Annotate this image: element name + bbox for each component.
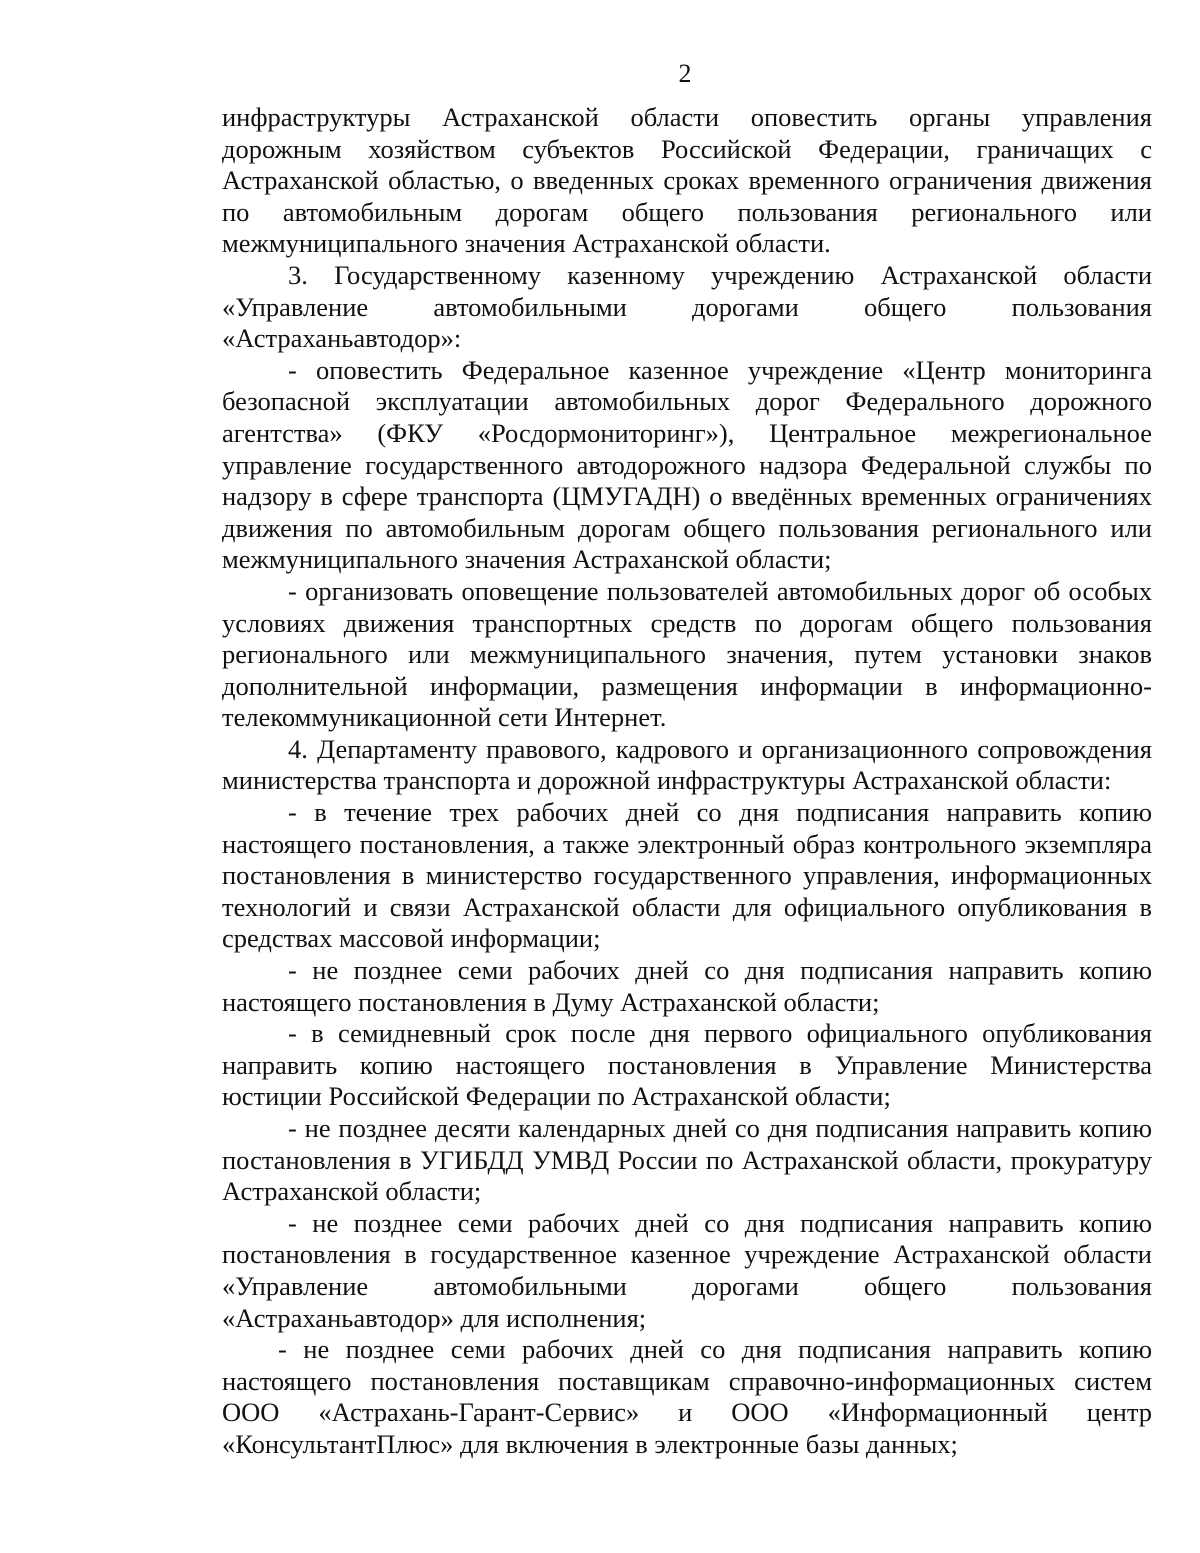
paragraph-ugibdd: - не позднее десяти календарных дней со дня подписания направить копию постановления в УГИБДД УМВД России по Астраханской области, прокуратуру Астраханской области; — [222, 1113, 1152, 1207]
paragraph-ministry-justice: - в семидневный срок после дня первого официального опубликования направить копию настоящего постановления в Управление Министерства юстиции Российской Федерации по Астраханской области; — [222, 1018, 1152, 1112]
paragraph-notify-federal: - оповестить Федеральное казенное учреждение «Центр мониторинга безопасной эксплуатации автомобильных дорог Федерального дорожного агентства» (ФКУ «Росдормониторинг»), Центральное межрегиональное управление государственного автодорожного надзора Федеральной службы по надзору в сфере транспорта (ЦМУГАДН) о введённых временных ограничениях движения по автомобильным дорогам общего пользования регионального или межмуниципального значения Астраханской области; — [222, 354, 1152, 575]
paragraph-astrakhanavtodor: - не позднее семи рабочих дней со дня подписания направить копию постановления в государственное казенное учреждение Астраханской области «Управление автомобильными дорогами общего пользования «Астраханьавтодор» для исполнения; — [222, 1207, 1152, 1333]
page-number: 2 — [678, 59, 692, 88]
paragraph-three-days: - в течение трех рабочих дней со дня подписания направить копию настоящего постановления, а также электронный образ контрольного экземпляра постановления в министерство государственного управления, информационных технологий и связи Астраханской области для официального опубликования в средствах массовой информации; — [222, 797, 1152, 954]
document-body — [222, 102, 1152, 1461]
paragraph-continuation: инфраструктуры Астраханской области оповестить органы управления дорожным хозяйством субъектов Российской Федерации, граничащих с Астраханской областью, о введенных сроках временного ограничения движения по автомобильным дорогам общего пользования регионального или межмуниципального значения Астраханской области. — [222, 102, 1152, 259]
paragraph-item-4: 4. Департаменту правового, кадрового и организационного сопровождения министерства транспорта и дорожной инфраструктуры Астраханской области: — [222, 733, 1152, 796]
paragraph-item-3: 3. Государственному казенному учреждению Астраханской области «Управление автомобильными дорогами общего пользования «Астраханьавтодор»: — [222, 259, 1152, 354]
paragraph-duma: - не позднее семи рабочих дней со дня подписания направить копию настоящего постановления в Думу Астраханской области; — [222, 955, 1152, 1017]
paragraph-organize-notification: - организовать оповещение пользователей автомобильных дорог об особых условиях движения транспортных средств по дорогам общего пользования регионального или межмуниципального значения, путем установки знаков дополнительной информации, размещения информации в информационно-телекоммуникационной сети Интернет. — [222, 575, 1152, 733]
paragraph-reference-systems: - не позднее семи рабочих дней со дня подписания направить копию настоящего постановления поставщикам справочно-информационных систем ООО «Астрахань-Гарант-Сервис» и ООО «Информационный центр «КонсультантПлюс» для включения в электронные базы данных; — [222, 1334, 1152, 1459]
